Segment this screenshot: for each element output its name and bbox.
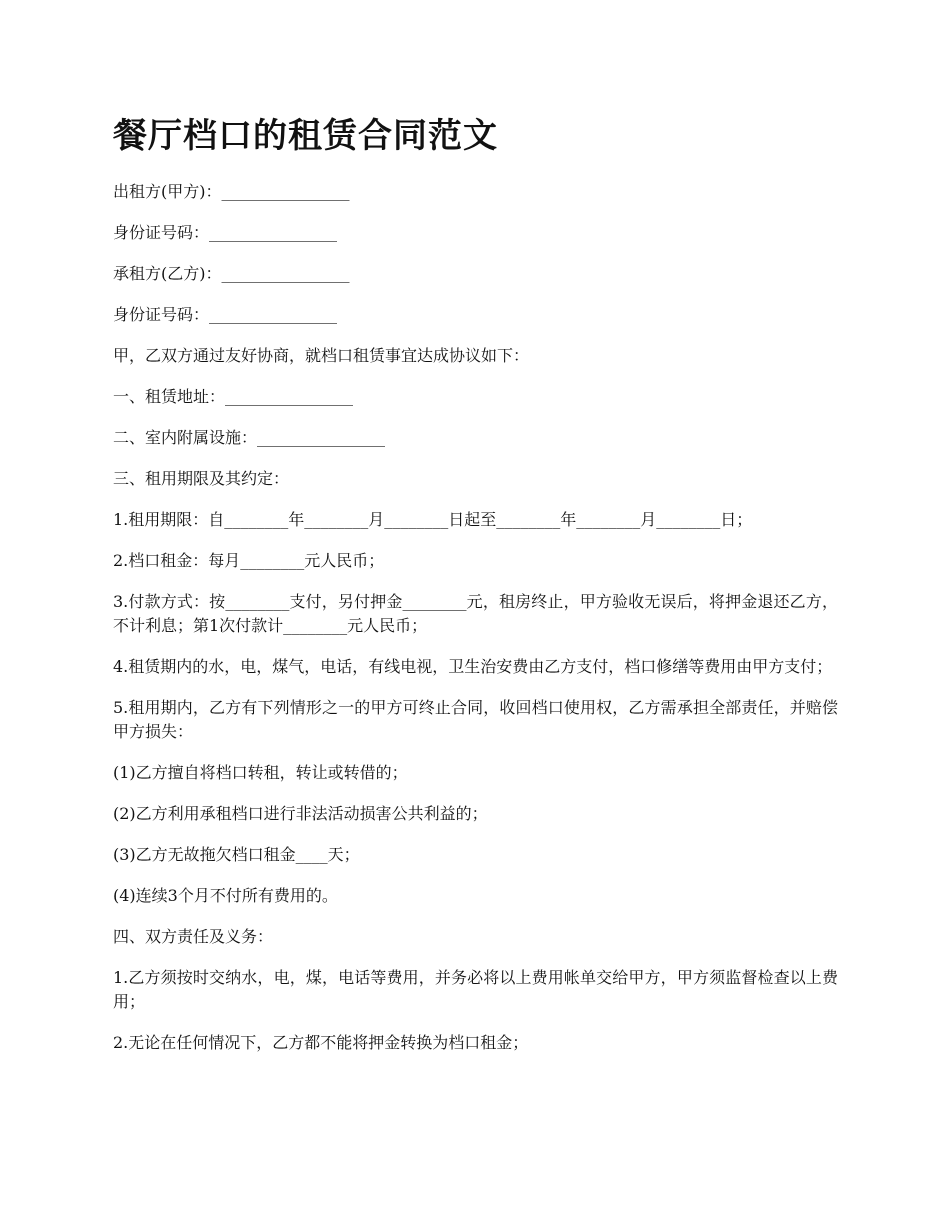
clause-4-1-fees: 1.乙方须按时交纳水，电，煤，电话等费用，并务必将以上费用帐单交给甲方，甲方须监督检查以上费用； <box>113 968 838 1011</box>
termination-item-2: (2)乙方利用承租档口进行非法活动损害公共利益的； <box>113 804 488 823</box>
lessee-line: 承租方(乙方)：________________ <box>113 264 350 283</box>
clause-3-3-payment: 3.付款方式：按________支付，另付押金________元，租房终止，甲方验收无误后，将押金退还乙方，不计利息；第1次付款计________元人民币； <box>113 592 838 635</box>
lessee-id-line: 身份证号码：________________ <box>113 305 338 324</box>
clause-3-4-utilities: 4.租赁期内的水，电，煤气，电话，有线电视，卫生治安费由乙方支付，档口修缮等费用由甲方支付； <box>113 657 833 676</box>
document-page <box>113 112 838 1072</box>
termination-item-1: (1)乙方擅自将档口转租，转让或转借的； <box>113 763 408 782</box>
clause-3-1-term: 1.租用期限：自________年________月________日起至________年________月________日； <box>113 510 753 529</box>
clause-4-2-deposit: 2.无论在任何情况下，乙方都不能将押金转换为档口租金； <box>113 1033 529 1052</box>
clause-3-2-rent: 2.档口租金：每月________元人民币； <box>113 551 385 570</box>
section-4-heading: 四、双方责任及义务： <box>113 927 274 946</box>
termination-item-3: (3)乙方无故拖欠档口租金____天； <box>113 845 360 864</box>
termination-item-4: (4)连续3个月不付所有费用的。 <box>113 886 338 905</box>
agreement-intro: 甲，乙双方通过友好协商，就档口租赁事宜达成协议如下： <box>113 346 530 365</box>
section-2-facilities: 二、室内附属设施：________________ <box>113 428 386 447</box>
section-1-address: 一、租赁地址：________________ <box>113 387 354 406</box>
lessor-line: 出租方(甲方)：________________ <box>113 182 350 201</box>
clause-3-5-termination: 5.租用期内，乙方有下列情形之一的甲方可终止合同，收回档口使用权，乙方需承担全部责任，并赔偿甲方损失： <box>113 698 838 741</box>
document-title: 餐厅档口的租赁合同范文 <box>113 116 498 156</box>
section-3-heading: 三、租用期限及其约定： <box>113 469 290 488</box>
lessor-id-line: 身份证号码：________________ <box>113 223 338 242</box>
